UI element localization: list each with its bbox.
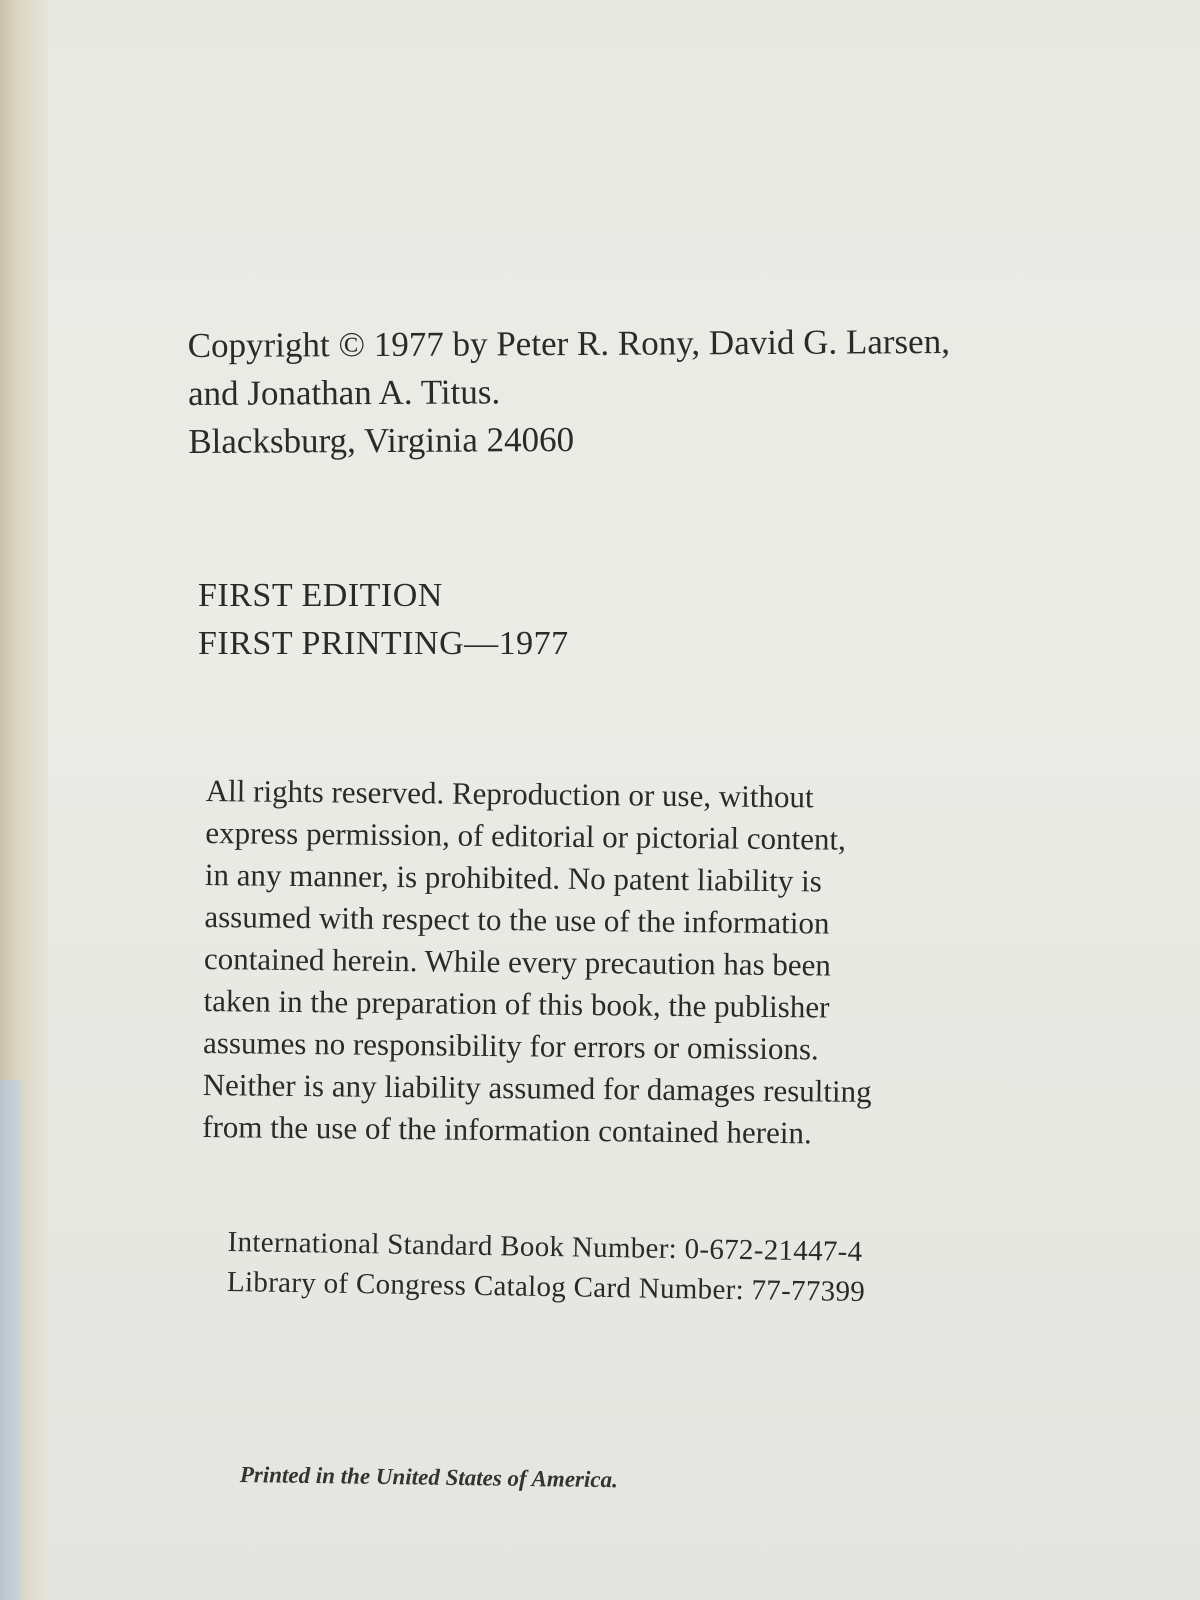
rights-line: contained herein. While every precaution has been bbox=[203, 940, 832, 983]
copyright-notice bbox=[188, 318, 951, 466]
rights-statement bbox=[202, 770, 875, 1155]
rights-line: from the use of the information contained herein. bbox=[202, 1108, 812, 1151]
rights-line: assumes no responsibility for errors or omissions. bbox=[202, 1024, 819, 1067]
printed-in-notice: Printed in the United States of America. bbox=[239, 1462, 618, 1493]
isbn-line: International Standard Book Number: 0-672-21447-4 bbox=[227, 1225, 863, 1268]
rights-line: taken in the preparation of this book, the publisher bbox=[203, 982, 830, 1025]
edition-info bbox=[198, 572, 569, 668]
rights-line: in any manner, is prohibited. No patent liability is bbox=[204, 856, 822, 899]
printing-line: FIRST PRINTING—1977 bbox=[198, 625, 569, 662]
rights-line: express permission, of editorial or pictorial content, bbox=[205, 814, 846, 857]
rights-line: Neither is any liability assumed for damages resulting bbox=[202, 1066, 872, 1109]
rights-line: assumed with respect to the use of the information bbox=[204, 898, 830, 941]
edition-line: FIRST EDITION bbox=[198, 577, 443, 614]
catalog-numbers bbox=[227, 1222, 866, 1312]
copyright-line: Copyright © 1977 by Peter R. Rony, David G. Larsen, bbox=[187, 322, 950, 365]
rights-line: All rights reserved. Reproduction or use, without bbox=[205, 772, 814, 815]
background-surface bbox=[0, 1080, 22, 1600]
copyright-line: Blacksburg, Virginia 24060 bbox=[188, 419, 575, 461]
lccn-line: Library of Congress Catalog Card Number: 77-77399 bbox=[226, 1265, 866, 1309]
copyright-line: and Jonathan A. Titus. bbox=[187, 372, 501, 413]
